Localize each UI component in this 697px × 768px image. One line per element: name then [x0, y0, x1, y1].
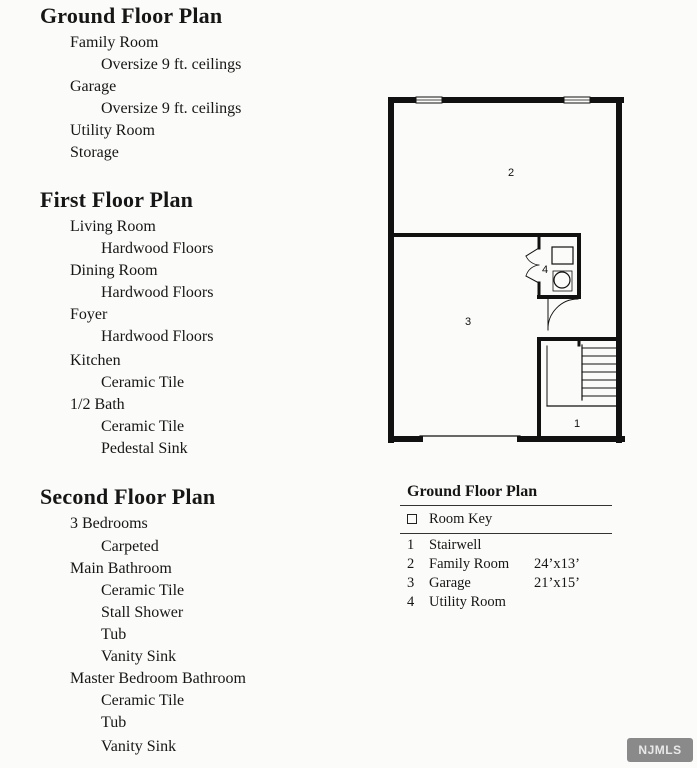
divider: [400, 505, 612, 506]
list-item: Vanity Sink: [101, 738, 177, 755]
room-key-header: [407, 511, 492, 528]
list-item: Stall Shower: [101, 604, 184, 621]
logo-text: NJMLS: [638, 743, 682, 757]
room-size: 21’x15’: [534, 575, 580, 591]
room-key-header-label: Room Key: [429, 511, 493, 527]
stairwell-label: 1: [574, 418, 581, 430]
room-key-title: Ground Floor Plan: [407, 483, 538, 500]
list-item: Foyer: [70, 306, 108, 323]
list-item: Ceramic Tile: [101, 582, 185, 599]
ground-floor-heading: Ground Floor Plan: [40, 3, 223, 28]
room-key-row: [407, 537, 414, 554]
first-floor-heading: First Floor Plan: [40, 187, 194, 212]
list-item: Main Bathroom: [70, 560, 172, 577]
list-item: Vanity Sink: [101, 648, 177, 665]
list-item: Hardwood Floors: [101, 240, 214, 257]
divider: [400, 533, 612, 534]
list-item: Hardwood Floors: [101, 328, 214, 345]
list-item: Ceramic Tile: [101, 374, 185, 391]
room-size: 24’x13’: [534, 556, 580, 572]
garage-label: 3: [465, 316, 472, 328]
room-name: Stairwell: [429, 537, 482, 553]
list-item: Storage: [70, 144, 119, 161]
room-number: 3: [407, 575, 415, 591]
ground-floor-plan-drawing: [386, 90, 631, 452]
utility-room-label: 4: [542, 264, 549, 276]
list-item: Utility Room: [70, 122, 155, 139]
list-item: Oversize 9 ft. ceilings: [101, 56, 242, 73]
list-item: Oversize 9 ft. ceilings: [101, 100, 242, 117]
list-item: Living Room: [70, 218, 156, 235]
list-item: Kitchen: [70, 352, 121, 369]
room-name: Utility Room: [429, 594, 506, 610]
family-room-label: 2: [508, 167, 515, 179]
list-item: Pedestal Sink: [101, 440, 188, 457]
njmls-logo: [627, 738, 693, 762]
list-item: Garage: [70, 78, 117, 95]
list-item: Carpeted: [101, 538, 159, 555]
room-number: 4: [407, 594, 415, 610]
list-item: 1/2 Bath: [70, 396, 125, 413]
list-item: Family Room: [70, 34, 159, 51]
second-floor-heading: Second Floor Plan: [40, 484, 216, 509]
list-item: Ceramic Tile: [101, 692, 185, 709]
list-item: Tub: [101, 714, 127, 731]
list-item: Master Bedroom Bathroom: [70, 670, 246, 687]
room-number: 1: [407, 537, 415, 553]
list-item: 3 Bedrooms: [70, 515, 148, 532]
room-number: 2: [407, 556, 415, 572]
checkbox-icon: [407, 514, 417, 524]
list-item: Tub: [101, 626, 127, 643]
room-name: Garage: [429, 575, 471, 591]
room-name: Family Room: [429, 556, 510, 572]
list-item: Hardwood Floors: [101, 284, 214, 301]
list-item: Ceramic Tile: [101, 418, 185, 435]
list-item: Dining Room: [70, 262, 158, 279]
